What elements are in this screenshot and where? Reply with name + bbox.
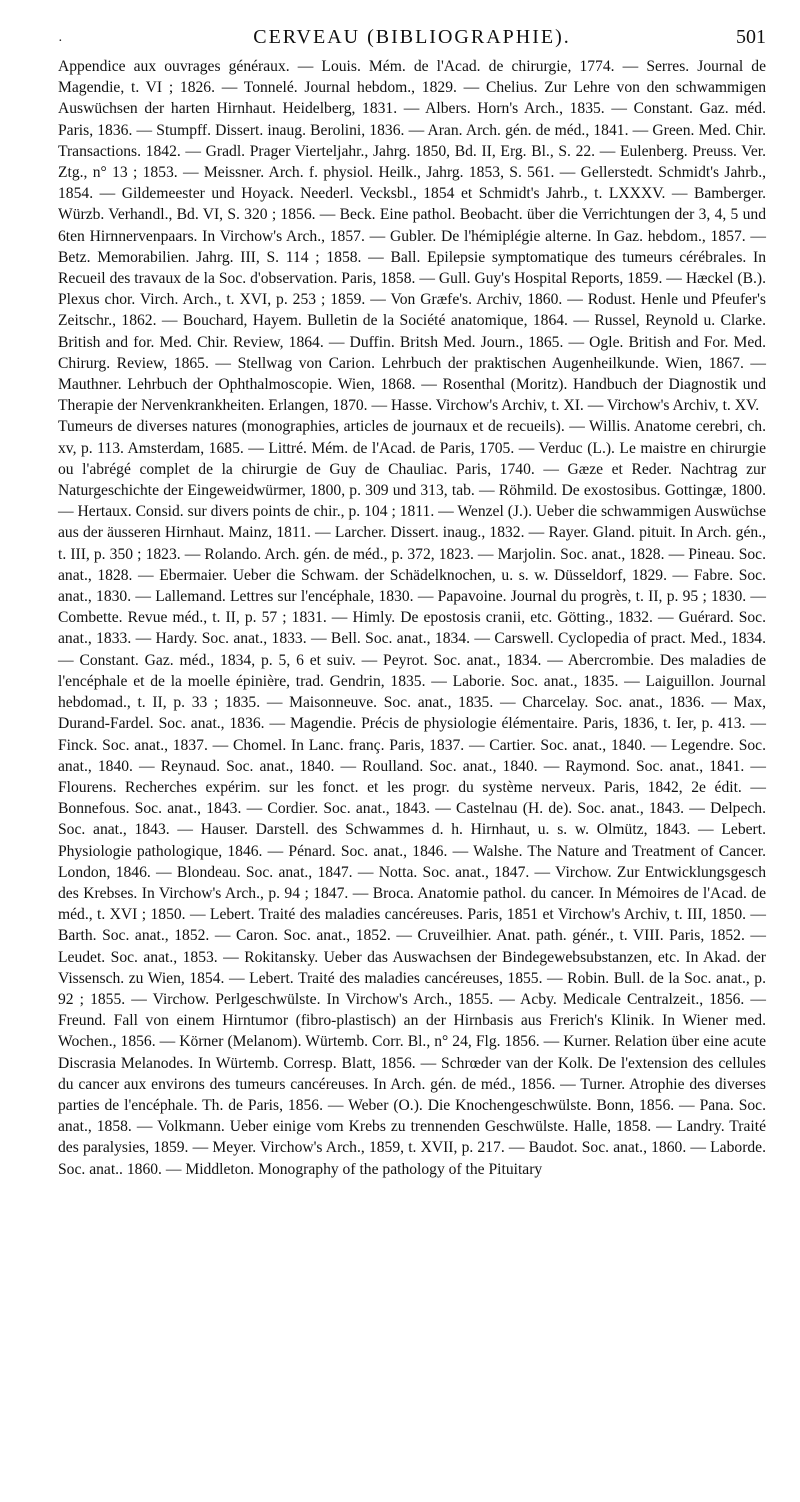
paragraph-tumors: Tumeurs de diverses natures (monographies, articles de journaux et de recueils). — Willis. Anatome cerebri, ch. xv, p. 113. Amsterdam, 1685. — Littré. Mém. de l'Acad. de Paris, 1705. — Verduc (L.). Le maistre en chirurgie ou l'abrégé complet de la chirurgie de Guy de Chauliac. Paris, 1740. — Gæze et Reder. Nachtrag zur Naturgeschichte der Eingeweidwürmer, 1800, p. 309 und 313, tab. — Röhmild. De exostosibus. Gottingæ, 1800. — Hertaux. Consid. sur divers points de chir., p. 104 ; 1811. — Wenzel (J.). Ueber die schwammigen Auswüchse aus der äusseren Hirnhaut. Mainz, 1811. — Larcher. Dissert. inaug., 1832. — Rayer. Gland. pituit. In Arch. gén., t. III, p. 350 ; 1823. — Rolando. Arch. gén. de méd., p. 372, 1823. — Marjolin. Soc. anat., 1828. — Pineau. Soc. anat., 1828. — Ebermaier. Ueber die Schwam. der Schädelknochen, u. s. w. Düsseldorf, 1829. — Fabre. Soc. anat., 1830. — Lallemand. Lettres sur l'encéphale, 1830. — Papavoine. Journal du progrès, t. II, p. 95 ; 1830. — Combette. Revue méd., t. II, p. 57 ; 1831. — Himly. De epostosis cranii, etc. Götting., 1832. — Guérard. Soc. anat., 1833. — Hardy. Soc. anat., 1833. — Bell. Soc. anat., 1834. — Carswell. Cyclopedia of pract. Med., 1834. — Constant. Gaz. méd., 1834, p. 5, 6 et suiv. — Peyrot. Soc. anat., 1834. — Abercrombie. Des maladies de l'encéphale et de la moelle épinière, trad. Gendrin, 1835. — Laborie. Soc. anat., 1835. — Laiguillon. Journal hebdomad., t. II, p. 33 ; 1835. — Maisonneuve. Soc. anat., 1835. — Charcelay. Soc. anat., 1836. — Max, Durand-Fardel. Soc. anat., 1836. — Magendie. Précis de physiologie élémentaire. Paris, 1836, t. Ier, p. 413. — Finck. Soc. anat., 1837. — Chomel. In Lanc. franç. Paris, 1837. — Cartier. Soc. anat., 1840. — Legendre. Soc. anat., 1840. — Reynaud. Soc. anat., 1840. — Roulland. Soc. anat., 1840. — Raymond. Soc. anat., 1841. — Flourens. Recherches expérim. sur les fonct. et les progr. du système nerveux. Paris, 1842, 2e édit. — Bonnefous. Soc. anat., 1843. — Cordier. Soc. anat., 1843. — Castelnau (H. de). Soc. anat., 1843. — Delpech. Soc. anat., 1843. — Hauser. Darstell. des Schwammes d. h. Hirnhaut, u. s. w. Olmütz, 1843. — Lebert. Physiologie pathologique, 1846. — Pénard. Soc. anat., 1846. — Walshe. The Nature and Treatment of Cancer. London, 1846. — Blondeau. Soc. anat., 1847. — Notta. Soc. anat., 1847. — Virchow. Zur Entwicklungsgesch des Krebses. In Virchow's Arch., p. 94 ; 1847. — Broca. Anatomie pathol. du cancer. In Mémoires de l'Acad. de méd., t. XVI ; 1850. — Lebert. Traité des maladies cancéreuses. Paris, 1851 et Virchow's Archiv, t. III, 1850. — Barth. Soc. anat., 1852. — Caron. Soc. anat., 1852. — Cruveilhier. Anat. path. génér., t. VIII. Paris, 1852. — Leudet. Soc. anat., 1853. — Rokitansky. Ueber das Auswachsen der Bindegewebsubstanzen, etc. In Akad. der Vissensch. zu Wien, 1854. — Lebert. Traité des maladies cancéreuses, 1855. — Robin. Bull. de la Soc. anat., p. 92 ; 1855. — Virchow. Perlgeschwülste. In Virchow's Arch., 1855. — Acby. Medicale Centralzeit., 1856. — Freund. Fall von einem Hirntumor (fibro-plastisch) an der Hirnbasis aus Frerich's Klinik. In Wiener med. Wochen., 1856. — Körner (Melanom). Würtemb. Corr. Bl., n° 24, Flg. 1856. — Kurner. Relation über eine acute Discrasia Melanodes. In Würtemb. Corresp. Blatt, 1856. — Schrœder van der Kolk. De l'extension des cellules du cancer aux environs des tumeurs cancéreuses. In Arch. gén. de méd., 1856. — Turner. Atrophie des diverses parties de l'encéphale. Th. de Paris, 1856. — Weber (O.). Die Knochengeschwülste. Bonn, 1856. — Pana. Soc. anat., 1858. — Volkmann. Ueber einige vom Krebs zu trennenden Geschwülste. Halle, 1858. — Landry. Traité des paralysies, 1859. — Meyer. Virchow's Arch., 1859, t. XVII, p. 217. — Baudot. Soc. anat., 1860. — Laborde. Soc. anat.. 1860. — Middleton. Monography of the pathology of the Pituitary <box>58 418 766 1178</box>
bibliography-text <box>58 56 766 1180</box>
running-title: CERVEAU (BIBLIOGRAPHIE). <box>253 26 571 48</box>
page-number: 501 <box>736 26 766 48</box>
page-header <box>58 22 766 56</box>
margin-dot: · <box>58 34 63 49</box>
paragraph-general-works: Appendice aux ouvrages généraux. — Louis. Mém. de l'Acad. de chirurgie, 1774. — Serres. Journal de Magendie, t. VI ; 1826. — Tonnelé. Journal hebdom., 1829. — Chelius. Zur Lehre von den schwammigen Auswüchsen der harten Hirnhaut. Heidelberg, 1831. — Albers. Horn's Arch., 1835. — Constant. Gaz. méd. Paris, 1836. — Stumpff. Dissert. inaug. Berolini, 1836. — Aran. Arch. gén. de méd., 1841. — Green. Med. Chir. Transactions. 1842. — Gradl. Prager Vierteljahr., Jahrg. 1850, Bd. II, Erg. Bl., S. 22. — Eulenberg. Preuss. Ver. Ztg., n° 13 ; 1853. — Meissner. Arch. f. physiol. Heilk., Jahrg. 1853, S. 561. — Gellerstedt. Schmidt's Jahrb., 1854. — Gildemeester und Hoyack. Neederl. Vecksbl., 1854 et Schmidt's Jahrb., t. LXXXV. — Bamberger. Würzb. Verhandl., Bd. VI, S. 320 ; 1856. — Beck. Eine pathol. Beobacht. über die Verrichtungen der 3, 4, 5 und 6ten Hirnnervenpaars. In Virchow's Arch., 1857. — Gubler. De l'hémiplégie alterne. In Gaz. hebdom., 1857. — Betz. Memorabilien. Jahrg. III, S. 114 ; 1858. — Ball. Epilepsie symptomatique des tumeurs cérébrales. In Recueil des travaux de la Soc. d'observation. Paris, 1858. — Gull. Guy's Hospital Reports, 1859. — Hæckel (B.). Plexus chor. Virch. Arch., t. XVI, p. 253 ; 1859. — Von Græfe's. Archiv, 1860. — Rodust. Henle und Pfeufer's Zeitschr., 1862. — Bouchard, Hayem. Bulletin de la Société anatomique, 1864. — Russel, Reynold u. Clarke. British and for. Med. Chir. Review, 1864. — Duffin. Britsh Med. Journ., 1865. — Ogle. British and For. Med. Chirurg. Review, 1865. — Stellwag von Carion. Lehrbuch der praktischen Augenheilkunde. Wien, 1867. — Mauthner. Lehrbuch der Ophthalmoscopie. Wien, 1868. — Rosenthal (Moritz). Handbuch der Diagnostik und Therapie der Nervenkrankheiten. Erlangen, 1870. — Hasse. Virchow's Archiv, t. XI. — Virchow's Archiv, t. XV. <box>58 58 766 415</box>
